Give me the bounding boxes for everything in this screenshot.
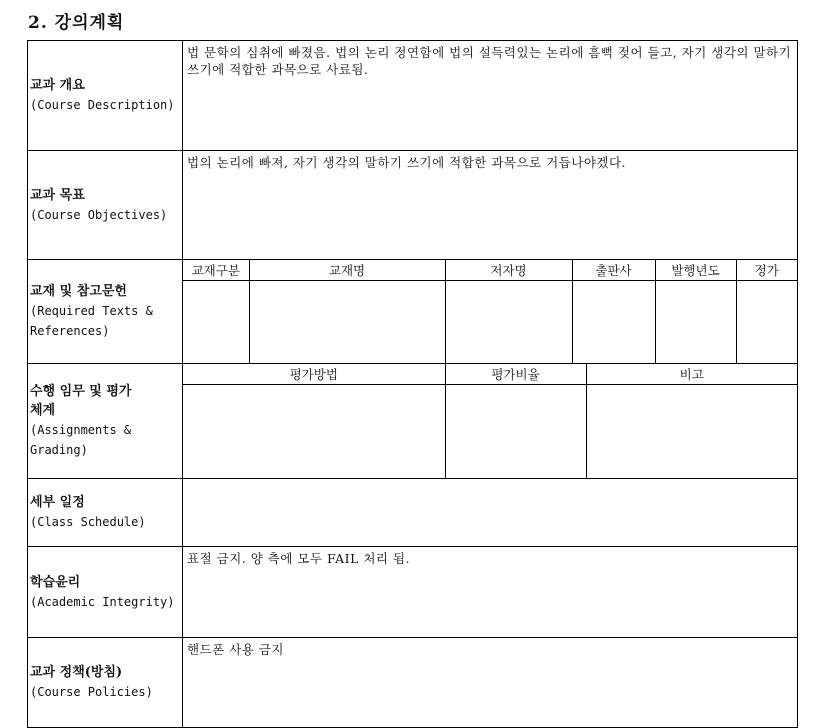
label-cell — [28, 41, 183, 151]
texts-header-row — [183, 260, 797, 281]
table-cell[interactable] — [445, 385, 586, 479]
label-en: (Course Description) — [30, 98, 175, 112]
content-cell[interactable] — [183, 547, 798, 638]
grading-data-row — [183, 385, 797, 479]
label-cell — [28, 260, 183, 364]
content-cell[interactable] — [183, 638, 798, 728]
texts-data-row — [183, 281, 797, 364]
grading-header-row — [183, 364, 797, 385]
table-cell[interactable] — [183, 281, 249, 364]
texts-table-cell — [183, 260, 798, 364]
label-ko: 세부 일정 — [30, 495, 85, 510]
row-assignments-grading — [28, 364, 798, 479]
label-en: (Course Objectives) — [30, 207, 168, 222]
col-header-title: 교재명 — [249, 260, 445, 281]
row-academic-integrity — [28, 547, 798, 638]
label-ko: 교재 및 참고문헌 — [30, 284, 127, 299]
label-ko: 교과 개요 — [30, 78, 85, 93]
col-header-price: 정가 — [736, 260, 797, 281]
course-objectives-text: 법의 논리에 빠져, 자기 생각의 말하기 쓰기에 적합한 과목으로 거듭나야겠다. — [187, 155, 627, 170]
syllabus-table — [27, 40, 798, 728]
table-cell[interactable] — [572, 281, 655, 364]
table-cell[interactable] — [736, 281, 797, 364]
label-en: (Class Schedule) — [30, 515, 146, 529]
row-required-texts — [28, 260, 798, 364]
col-header-type: 교재구분 — [183, 260, 249, 281]
label-cell — [28, 151, 183, 260]
academic-integrity-text: 표절 금지. 양 측에 모두 FAIL 처리 됨. — [187, 551, 411, 566]
table-cell[interactable] — [249, 281, 445, 364]
course-policies-text: 핸드폰 사용 금지 — [187, 642, 284, 657]
label-ko: 수행 임무 및 평가 — [30, 384, 132, 399]
content-cell[interactable] — [183, 151, 798, 260]
label-en: (Academic Integrity) — [30, 594, 175, 609]
label-en: References) — [30, 324, 110, 338]
table-cell[interactable] — [445, 281, 572, 364]
col-header-author: 저자명 — [445, 260, 572, 281]
label-cell — [28, 638, 183, 728]
course-description-text: 법 문학의 심취에 빠졌음. 법의 논리 정연함에 법의 설득력있는 논리에 흠뻑 젖어 들고, 자기 생각의 말하기 쓰기에 적합한 과목으로 사료됨. — [187, 45, 792, 77]
row-class-schedule — [28, 479, 798, 547]
content-cell[interactable] — [183, 41, 798, 151]
label-ko: 교과 목표 — [30, 187, 85, 203]
label-cell — [28, 364, 183, 479]
grading-table — [183, 364, 797, 478]
label-cell — [28, 547, 183, 638]
table-cell[interactable] — [655, 281, 736, 364]
col-header-publisher: 출판사 — [572, 260, 655, 281]
label-cell — [28, 479, 183, 547]
col-header-ratio: 평가비율 — [445, 364, 586, 385]
content-cell[interactable] — [183, 479, 798, 547]
label-ko: 교과 정책(방침) — [30, 665, 123, 680]
label-en: (Course Policies) — [30, 685, 153, 699]
col-header-year: 발행년도 — [655, 260, 736, 281]
row-course-policies — [28, 638, 798, 728]
col-header-method: 평가방법 — [183, 364, 445, 385]
table-cell[interactable] — [586, 385, 797, 479]
class-schedule-text — [183, 479, 797, 485]
row-course-description — [28, 41, 798, 151]
label-en: (Assignments & — [30, 423, 132, 437]
texts-table — [183, 260, 797, 363]
section-title: 2. 강의계획 — [28, 13, 125, 33]
label-en: Grading) — [30, 443, 88, 457]
label-ko: 학습윤리 — [30, 574, 81, 590]
label-en: (Required Texts & — [30, 304, 153, 318]
row-course-objectives — [28, 151, 798, 260]
grading-table-cell — [183, 364, 798, 479]
col-header-notes: 비고 — [586, 364, 797, 385]
table-cell[interactable] — [183, 385, 445, 479]
label-ko: 체계 — [30, 403, 56, 418]
